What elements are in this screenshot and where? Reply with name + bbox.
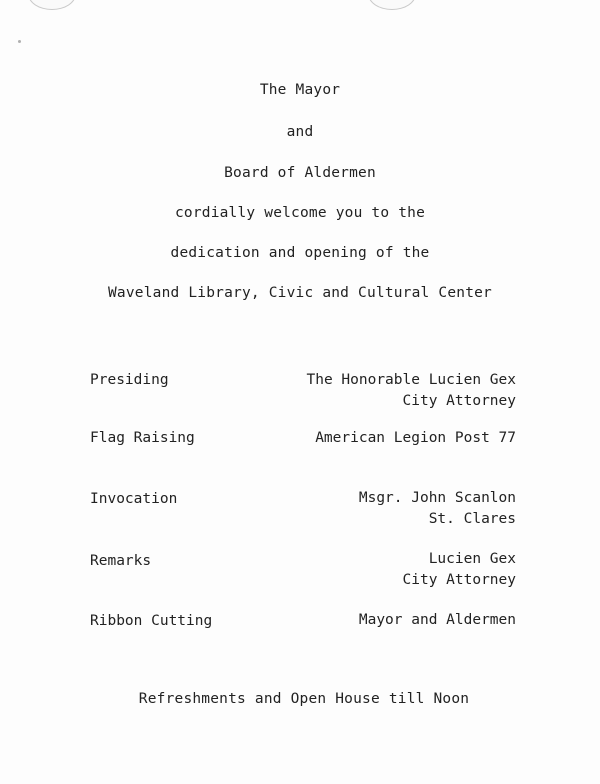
program-label: Ribbon Cutting	[90, 613, 213, 629]
program-detail	[315, 428, 516, 449]
program-detail-line: The Honorable Lucien Gex	[306, 372, 516, 388]
program-label: Invocation	[90, 491, 178, 507]
header-line-dedication: dedication and opening of the	[170, 245, 430, 261]
program-detail	[403, 549, 517, 591]
program-detail-line: Mayor and Aldermen	[358, 612, 516, 628]
program-row-flag-raising	[0, 428, 600, 478]
program-row-remarks	[0, 549, 600, 599]
program-detail-line: City Attorney	[402, 393, 516, 409]
program-row-invocation	[0, 488, 600, 538]
paper-speck	[18, 40, 21, 43]
program-label: Remarks	[90, 553, 152, 569]
program-detail	[359, 610, 516, 631]
program-detail-line: St. Clares	[428, 511, 516, 527]
punch-hole-left	[28, 0, 76, 10]
header-line-mayor: The Mayor	[259, 82, 341, 98]
program-detail-line: Msgr. John Scanlon	[358, 490, 516, 506]
program-row-presiding	[0, 370, 600, 420]
program-detail	[359, 488, 516, 530]
program-detail	[306, 370, 516, 412]
program-row-ribbon-cutting	[0, 610, 600, 660]
header-line-and: and	[286, 124, 314, 140]
program-detail-line: American Legion Post 77	[315, 430, 516, 446]
program-detail-line: City Attorney	[402, 572, 516, 588]
punch-hole-right	[368, 0, 416, 10]
program-label: Presiding	[90, 372, 169, 388]
header-line-welcome: cordially welcome you to the	[174, 205, 426, 221]
footer-refreshments: Refreshments and Open House till Noon	[138, 691, 470, 707]
program-detail-line: Lucien Gex	[428, 551, 516, 567]
program-label: Flag Raising	[90, 430, 195, 446]
header-line-board: Board of Aldermen	[224, 165, 376, 181]
header-line-center: Waveland Library, Civic and Cultural Center	[108, 285, 492, 301]
